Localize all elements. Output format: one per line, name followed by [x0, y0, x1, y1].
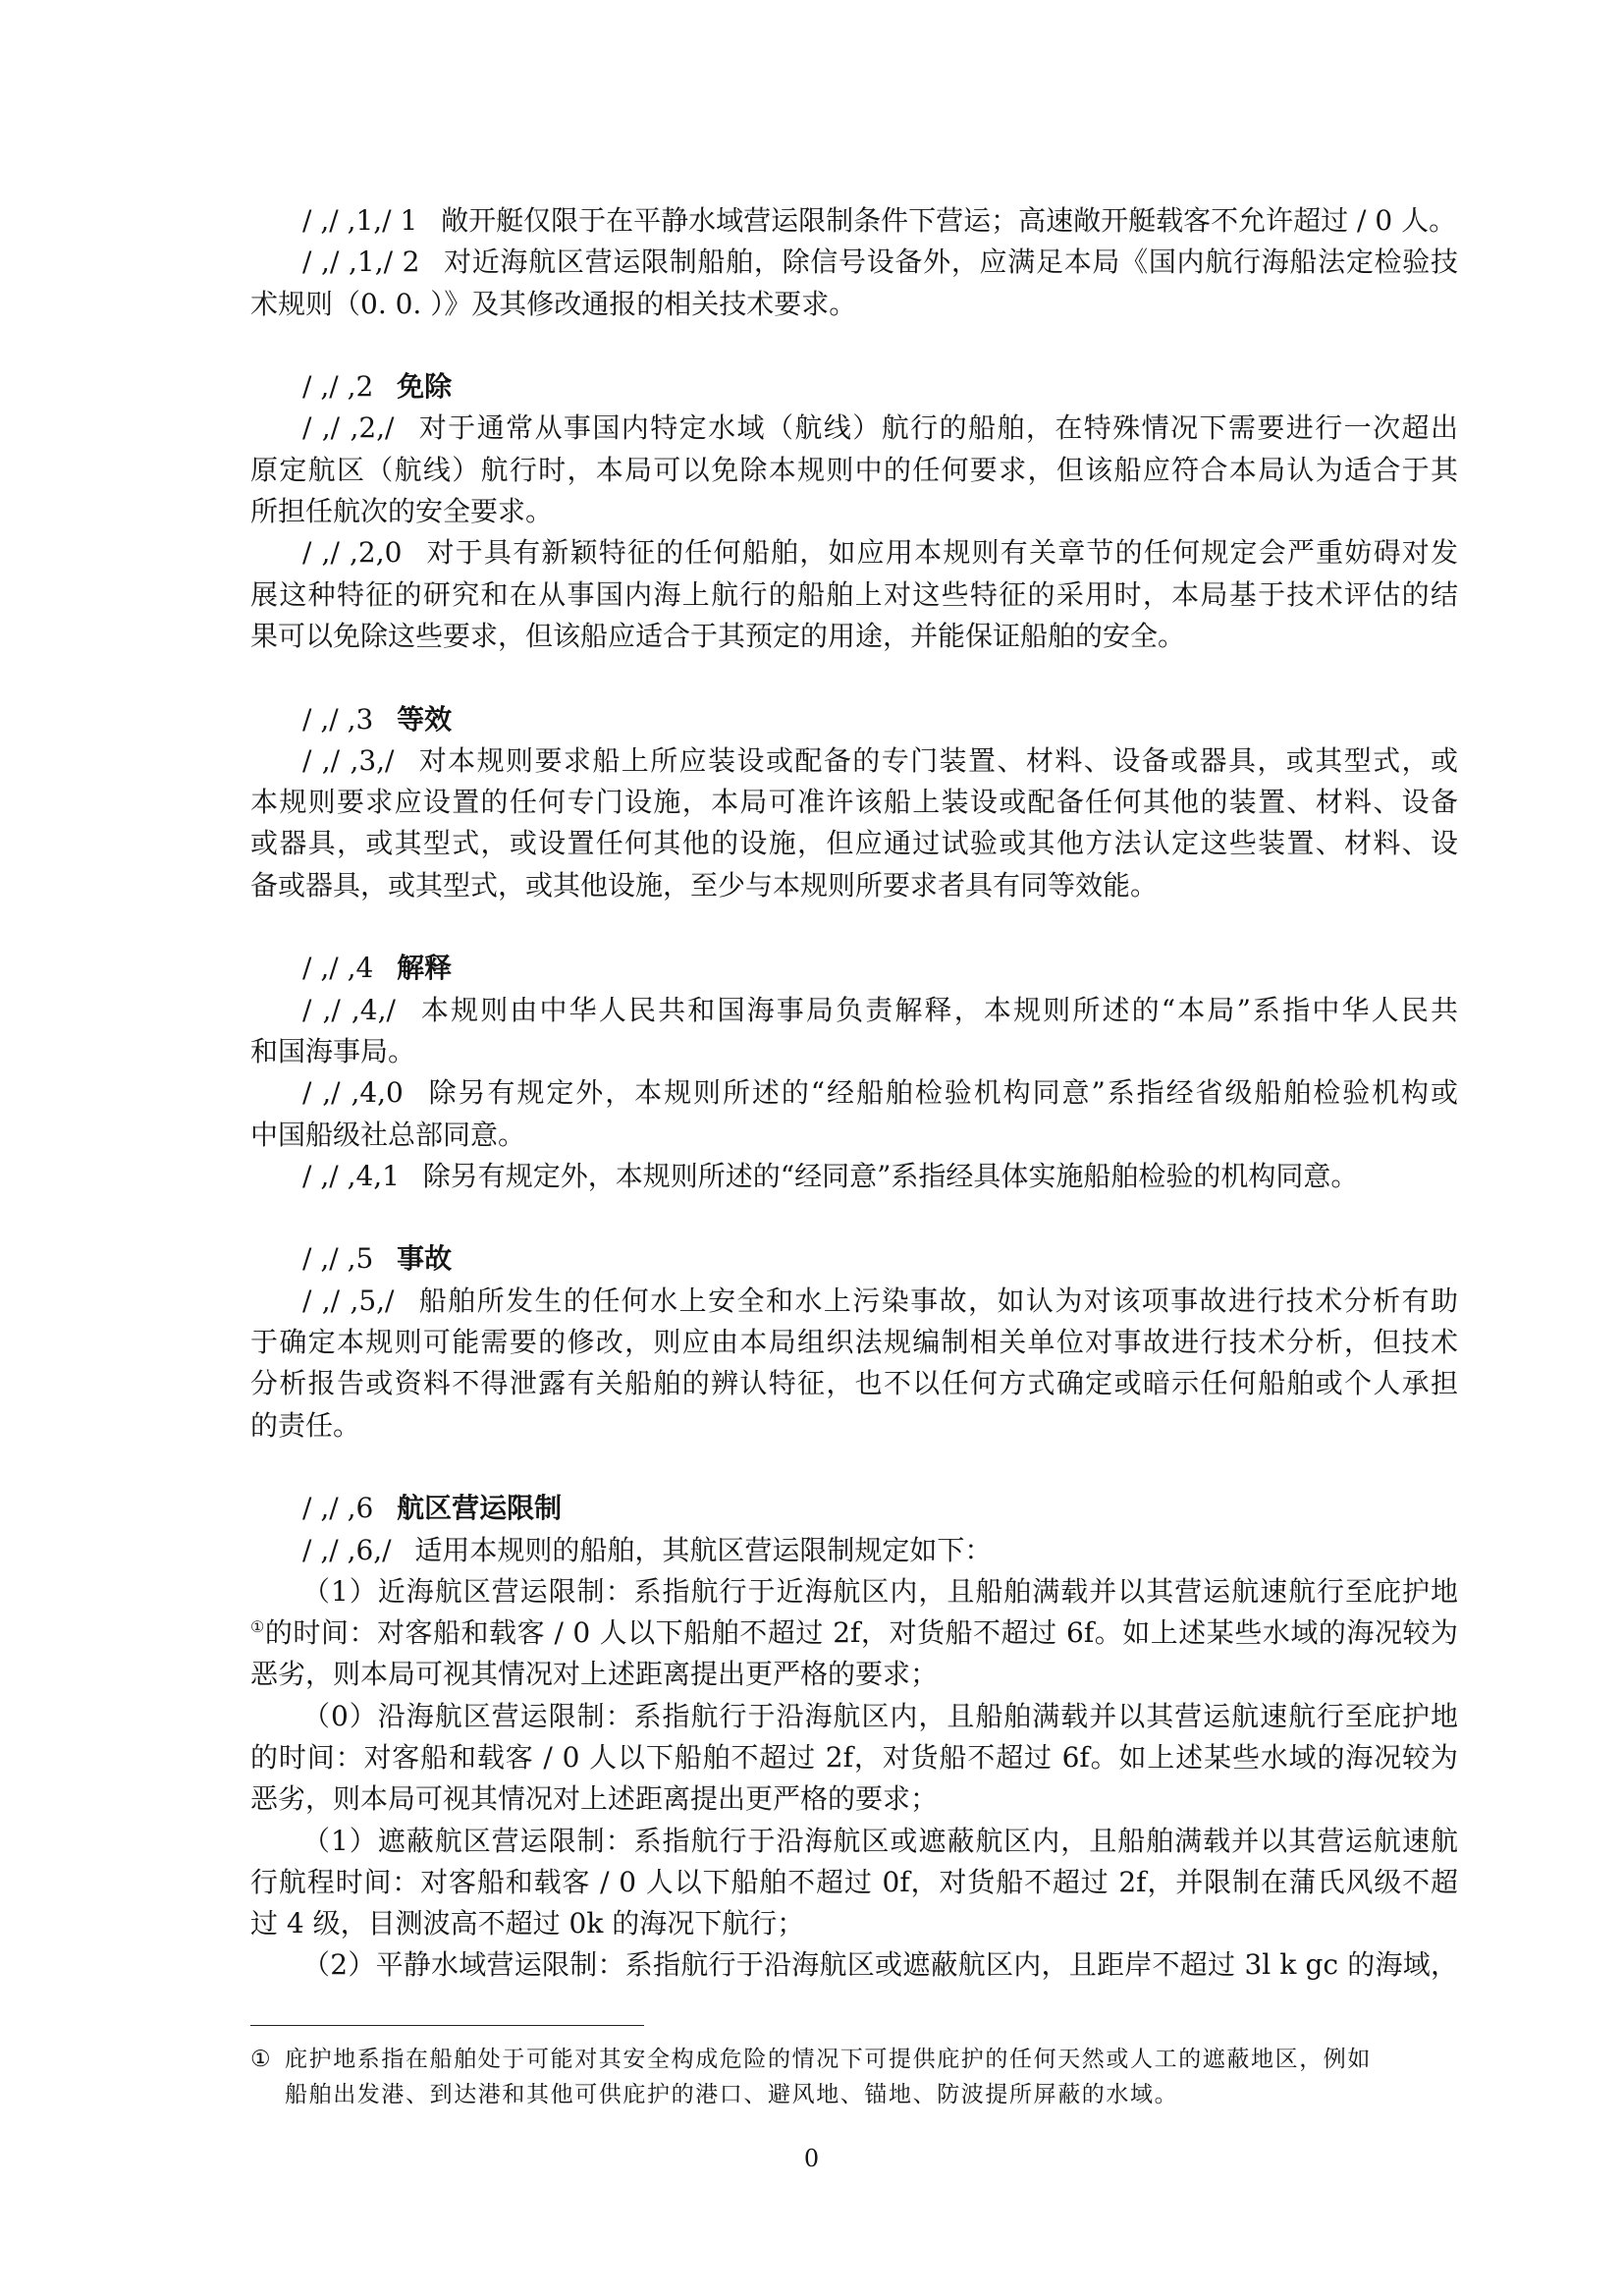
section-number: / ,/ ,4 — [302, 952, 374, 985]
section-title: 等效 — [397, 702, 453, 736]
clause-line — [250, 200, 1458, 242]
section-title: 解释 — [397, 952, 453, 985]
list-item-label: （1） — [302, 1574, 378, 1608]
footnote-line: 船舶出发港、到达港和其他可供庇护的港口、避风地、锚地、防波提所屏蔽的水域。 — [285, 2082, 1179, 2107]
clause-line: 中国船级社总部同意。 — [250, 1118, 526, 1151]
clause-line: 或器具，或其型式，或设置任何其他的设施，但应通过试验或其他方法认定这些装置、材料、设 — [250, 827, 1458, 860]
page-number: 0 — [803, 2145, 820, 2172]
clause-line — [250, 1072, 1458, 1114]
list-item-text: 的时间：对客船和载客 / 0 人以下船舶不超过 2f，对货船不超过 6f。如上述某些水域的海况较为 — [264, 1616, 1458, 1650]
clause-line: 所担任航次的安全要求。 — [250, 495, 554, 528]
section-spacer — [250, 906, 1458, 948]
list-item-line — [250, 1821, 1458, 1862]
clause-number: / ,/ ,3,/ — [302, 743, 395, 777]
list-item-line — [250, 1613, 1458, 1654]
clause-line — [250, 532, 1458, 574]
clause-number: / ,/ ,6,/ — [302, 1533, 392, 1566]
clause-line — [250, 1530, 1458, 1571]
list-item-line — [250, 1696, 1458, 1737]
list-item-line: 过 4 级，目测波高不超过 0k 的海况下航行； — [250, 1907, 805, 1941]
clause-number: / ,/ ,4,0 — [302, 1076, 404, 1110]
clause-line — [250, 1281, 1458, 1322]
section-heading — [250, 1488, 1458, 1529]
clause-line — [250, 990, 1458, 1031]
clause-line: 于确定本规则可能需要的修改，则应由本局组织法规编制相关单位对事故进行技术分析，但技术 — [250, 1326, 1458, 1359]
section-title: 免除 — [397, 370, 453, 404]
section-spacer — [250, 1197, 1458, 1238]
list-item-line: 恶劣，则本局可视其情况对上述距离提出更严格的要求； — [250, 1782, 939, 1816]
section-spacer — [250, 657, 1458, 698]
clause-line: 术规则（0. 0. ）》及其修改通报的相关技术要求。 — [250, 287, 857, 320]
clause-line — [250, 740, 1458, 782]
list-item-label: （2） — [302, 1948, 376, 1982]
footnote-divider — [250, 2025, 644, 2026]
clause-line: 分析报告或资料不得泄露有关船舶的辨认特征，也不以任何方式确定或暗示任何船舶或个人承担 — [250, 1367, 1458, 1400]
clause-text: 对近海航区营运限制船舶，除信号设备外，应满足本局《国内航行海船法定检验技 — [443, 246, 1458, 279]
section-heading — [250, 948, 1458, 989]
section-heading — [250, 366, 1458, 408]
footnote-marker: ① — [250, 2047, 271, 2072]
section-number: / ,/ ,2 — [302, 370, 374, 404]
section-heading — [250, 699, 1458, 740]
footnote-line — [250, 2042, 1429, 2077]
list-item-line: 行航程时间：对客船和载客 / 0 人以下船舶不超过 0f，对货船不超过 2f，并限制在蒲氏风级不超 — [250, 1865, 1458, 1898]
footnote — [250, 2042, 1429, 2112]
clause-text: 对于具有新颖特征的任何船舶，如应用本规则有关章节的任何规定会严重妨碍对发 — [425, 536, 1458, 570]
section-title: 航区营运限制 — [397, 1492, 563, 1525]
section-spacer — [250, 325, 1458, 366]
clause-line: 本规则要求应设置的任何专门设施，本局可准许该船上装设或配备任何其他的装置、材料、设备 — [250, 786, 1458, 819]
clause-number: / ,/ ,1,/ 1 — [302, 204, 418, 237]
clause-text: 船舶所发生的任何水上安全和水上污染事故，如认为对该项事故进行技术分析有助 — [417, 1284, 1458, 1317]
clause-line: 展这种特征的研究和在从事国内海上航行的船舶上对这些特征的采用时，本局基于技术评估的结 — [250, 577, 1458, 611]
clause-number: / ,/ ,2,0 — [302, 536, 403, 570]
list-item-text: 遮蔽航区营运限制：系指航行于沿海航区或遮蔽航区内，且船舶满载并以其营运航速航 — [377, 1824, 1458, 1857]
footnote-text: 庇护地系指在船舶处于可能对其安全构成危险的情况下可提供庇护的任何天然或人工的遮蔽地区，例如 — [285, 2047, 1372, 2072]
list-item-line: 的时间：对客船和载客 / 0 人以下船舶不超过 2f，对货船不超过 6f。如上述某些水域的海况较为 — [250, 1740, 1458, 1774]
list-item-line — [250, 1571, 1458, 1613]
list-item-text: 近海航区营运限制：系指航行于近海航区内，且船舶满载并以其营运航速航行至庇护地 — [377, 1574, 1458, 1608]
clause-text: 适用本规则的船舶，其航区营运限制规定如下： — [414, 1533, 993, 1566]
clause-number: / ,/ ,4,1 — [302, 1159, 400, 1192]
clause-line — [250, 408, 1458, 449]
clause-number: / ,/ ,4,/ — [302, 993, 396, 1026]
clause-line: 原定航区（航线）航行时，本局可以免除本规则中的任何要求，但该船应符合本局认为适合于其 — [250, 453, 1458, 486]
footnote-reference: ① — [250, 1617, 265, 1637]
clause-line: 的责任。 — [250, 1408, 361, 1442]
clause-line: 备或器具，或其型式，或其他设施，至少与本规则所要求者具有同等效能。 — [250, 868, 1159, 902]
clause-text: 除另有规定外，本规则所述的“经同意”系指经具体实施船舶检验的机构同意。 — [422, 1159, 1359, 1192]
list-item-line — [250, 1944, 1458, 1986]
section-title: 事故 — [397, 1242, 453, 1276]
clause-line: 和国海事局。 — [250, 1034, 416, 1067]
clause-line — [250, 242, 1458, 283]
clause-text: 本规则由中华人民共和国海事局负责解释，本规则所述的“本局”系指中华人民共 — [418, 993, 1458, 1026]
section-spacer — [250, 1447, 1458, 1488]
section-number: / ,/ ,3 — [302, 702, 374, 736]
clause-line: 果可以免除这些要求，但该船应适合于其预定的用途，并能保证船舶的安全。 — [250, 619, 1186, 652]
list-item-line: 恶劣，则本局可视其情况对上述距离提出更严格的要求； — [250, 1658, 939, 1691]
section-number: / ,/ ,5 — [302, 1242, 374, 1276]
clause-number: / ,/ ,5,/ — [302, 1284, 395, 1317]
clause-text: 对于通常从事国内特定水域（航线）航行的船舶，在特殊情况下需要进行一次超出 — [417, 411, 1458, 445]
list-item-label: （1） — [302, 1824, 378, 1857]
clause-text: 敞开艇仅限于在平静水域营运限制条件下营运；高速敞开艇载客不允许超过 / 0 人。 — [441, 204, 1457, 237]
list-item-label: （0） — [302, 1699, 378, 1732]
clause-line — [250, 1156, 1458, 1197]
clause-text: 对本规则要求船上所应装设或配备的专门装置、材料、设备或器具，或其型式，或 — [417, 743, 1458, 777]
list-item-text: 平静水域营运限制：系指航行于沿海航区或遮蔽航区内，且距岸不超过 3l k gc 的海域， — [375, 1948, 1458, 1982]
section-number: / ,/ ,6 — [302, 1492, 374, 1525]
clause-number: / ,/ ,1,/ 2 — [302, 246, 420, 279]
section-heading — [250, 1238, 1458, 1280]
document-body — [250, 200, 1458, 1987]
clause-text: 除另有规定外，本规则所述的“经船舶检验机构同意”系指经省级船舶检验机构或 — [426, 1076, 1458, 1110]
clause-number: / ,/ ,2,/ — [302, 411, 395, 445]
list-item-text: 沿海航区营运限制：系指航行于沿海航区内，且船舶满载并以其营运航速航行至庇护地 — [377, 1699, 1458, 1732]
